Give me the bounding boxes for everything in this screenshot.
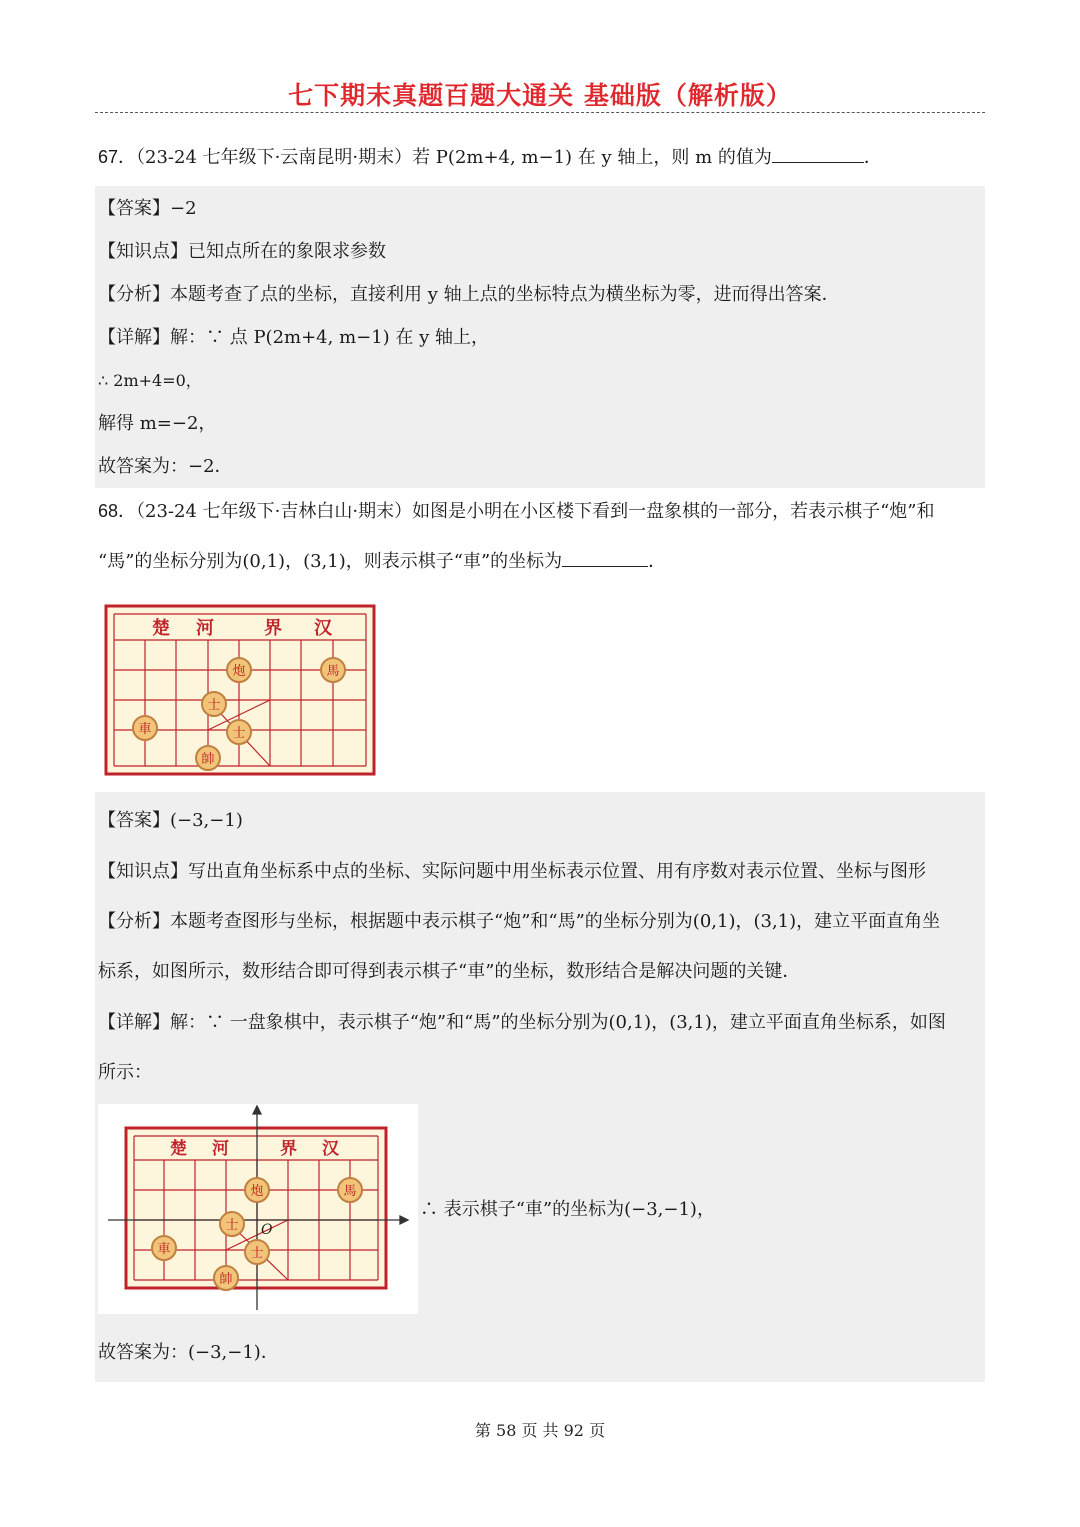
piece-ma — [321, 658, 345, 682]
svg-text:帥: 帥 — [201, 752, 215, 767]
analysis-text-2: 标系，如图所示，数形结合即可得到表示棋子“車”的坐标，数形结合是解决问题的关键． — [98, 961, 801, 982]
piece-shi-2 — [227, 720, 251, 744]
svg-text:士: 士 — [225, 1218, 239, 1233]
svg-text:士: 士 — [250, 1246, 264, 1261]
answer-label: 【答案】 — [98, 810, 170, 831]
knowledge-label: 【知识点】 — [98, 861, 188, 882]
knowledge-text: 写出直角坐标系中点的坐标、实际问题中用坐标表示位置、用有序数对表示位置、坐标与图形 — [188, 861, 926, 882]
svg-text:車: 車 — [138, 722, 152, 737]
svg-text:炮: 炮 — [232, 664, 246, 679]
detail-line-1 — [98, 1010, 946, 1036]
answer-line — [98, 808, 243, 834]
header-divider — [95, 112, 985, 113]
detail-line — [98, 325, 489, 351]
river-char-3: 界 — [264, 618, 282, 639]
chess-board-coordinate-figure — [98, 1104, 418, 1314]
svg-text:馬: 馬 — [326, 664, 340, 679]
detail-text-2: ∴ 2m+4=0， — [98, 371, 202, 390]
svg-text:馬: 馬 — [343, 1184, 357, 1199]
conclusion-text: ∴ 表示棋子“車”的坐标为(−3,−1)， — [420, 1199, 715, 1220]
detail-text-2: 所示： — [98, 1062, 152, 1083]
river-char-1: 楚 — [170, 1139, 187, 1159]
knowledge-label: 【知识点】 — [98, 241, 188, 262]
piece-shuai — [196, 746, 220, 770]
answer-value: (−3,−1) — [170, 810, 243, 831]
piece-ma — [338, 1178, 362, 1202]
question-67 — [98, 144, 882, 171]
river-char-1: 楚 — [152, 618, 170, 639]
svg-text:士: 士 — [207, 698, 221, 713]
analysis-text: 本题考查了点的坐标，直接利用 y 轴上点的坐标特点为横坐标为零，进而得出答案． — [170, 284, 840, 305]
stem-end: ． — [863, 147, 882, 168]
svg-text:士: 士 — [232, 726, 246, 741]
question-stem-1: （23-24 七年级下·吉林白山·期末）如图是小明在小区楼下看到一盘象棋的一部分，若表示棋子“炮”和 — [136, 501, 935, 522]
piece-pao — [245, 1178, 269, 1202]
detail-text-3: 解得 m=−2， — [98, 413, 217, 434]
knowledge-line — [98, 859, 926, 885]
question-stem: （23-24 七年级下·云南昆明·期末）若 P(2m+4, m−1) 在 y 轴上，则 m 的值为 — [136, 147, 772, 168]
answer-blank — [562, 548, 648, 567]
piece-shi-1 — [220, 1212, 244, 1236]
page-header-title: 七下期末真题百题大通关 基础版（解析版） — [288, 81, 792, 110]
origin-label: O — [261, 1222, 273, 1238]
svg-text:炮: 炮 — [250, 1184, 264, 1199]
final-answer-text: 故答案为：(−3,−1)． — [98, 1342, 279, 1363]
analysis-line-1 — [98, 909, 940, 935]
chess-board-figure — [104, 604, 376, 776]
question-68-line-2 — [98, 548, 666, 575]
river-char-2: 河 — [196, 618, 214, 639]
piece-pao — [227, 658, 251, 682]
piece-shi-1 — [202, 692, 226, 716]
piece-che — [133, 716, 157, 740]
piece-shi-2 — [245, 1240, 269, 1264]
page-footer: 第 58 页 共 92 页 — [474, 1421, 606, 1440]
svg-text:車: 車 — [157, 1242, 171, 1257]
svg-text:帥: 帥 — [219, 1272, 233, 1287]
answer-label: 【答案】 — [98, 198, 170, 219]
analysis-text-1: 本题考查图形与坐标，根据题中表示棋子“炮”和“馬”的坐标分别为(0,1)，(3,1)，建立平面直角坐 — [170, 911, 941, 932]
board-frame — [106, 606, 374, 774]
detail-label: 【详解】 — [98, 1012, 170, 1033]
stem-end: ． — [648, 551, 667, 572]
river-char-3: 界 — [280, 1139, 297, 1159]
piece-che — [152, 1236, 176, 1260]
detail-label: 【详解】 — [98, 327, 170, 348]
detail-text-1: 解：∵ 一盘象棋中，表示棋子“炮”和“馬”的坐标分别为(0,1)，(3,1)，建立平面直角坐标系，如图 — [170, 1012, 946, 1033]
answer-box-67 — [95, 186, 985, 488]
question-number: 68． — [98, 501, 137, 521]
detail-text-1: 解：∵ 点 P(2m+4, m−1) 在 y 轴上， — [170, 327, 490, 348]
question-number: 67． — [98, 147, 137, 167]
analysis-line — [98, 282, 840, 308]
question-68-line-1 — [98, 498, 935, 525]
analysis-label: 【分析】 — [98, 911, 170, 932]
river-char-2: 河 — [212, 1139, 229, 1159]
knowledge-line — [98, 239, 386, 265]
piece-shuai — [214, 1266, 238, 1290]
answer-value: −2 — [170, 198, 197, 219]
question-stem-2: “馬”的坐标分别为(0,1)，(3,1)，则表示棋子“車”的坐标为 — [98, 551, 563, 572]
river-char-4: 汉 — [322, 1139, 339, 1159]
knowledge-text: 已知点所在的象限求参数 — [188, 241, 386, 262]
answer-blank — [772, 144, 864, 163]
answer-line — [98, 196, 197, 222]
river-char-4: 汉 — [314, 618, 332, 639]
analysis-label: 【分析】 — [98, 284, 170, 305]
detail-text-4: 故答案为：−2． — [98, 456, 233, 477]
